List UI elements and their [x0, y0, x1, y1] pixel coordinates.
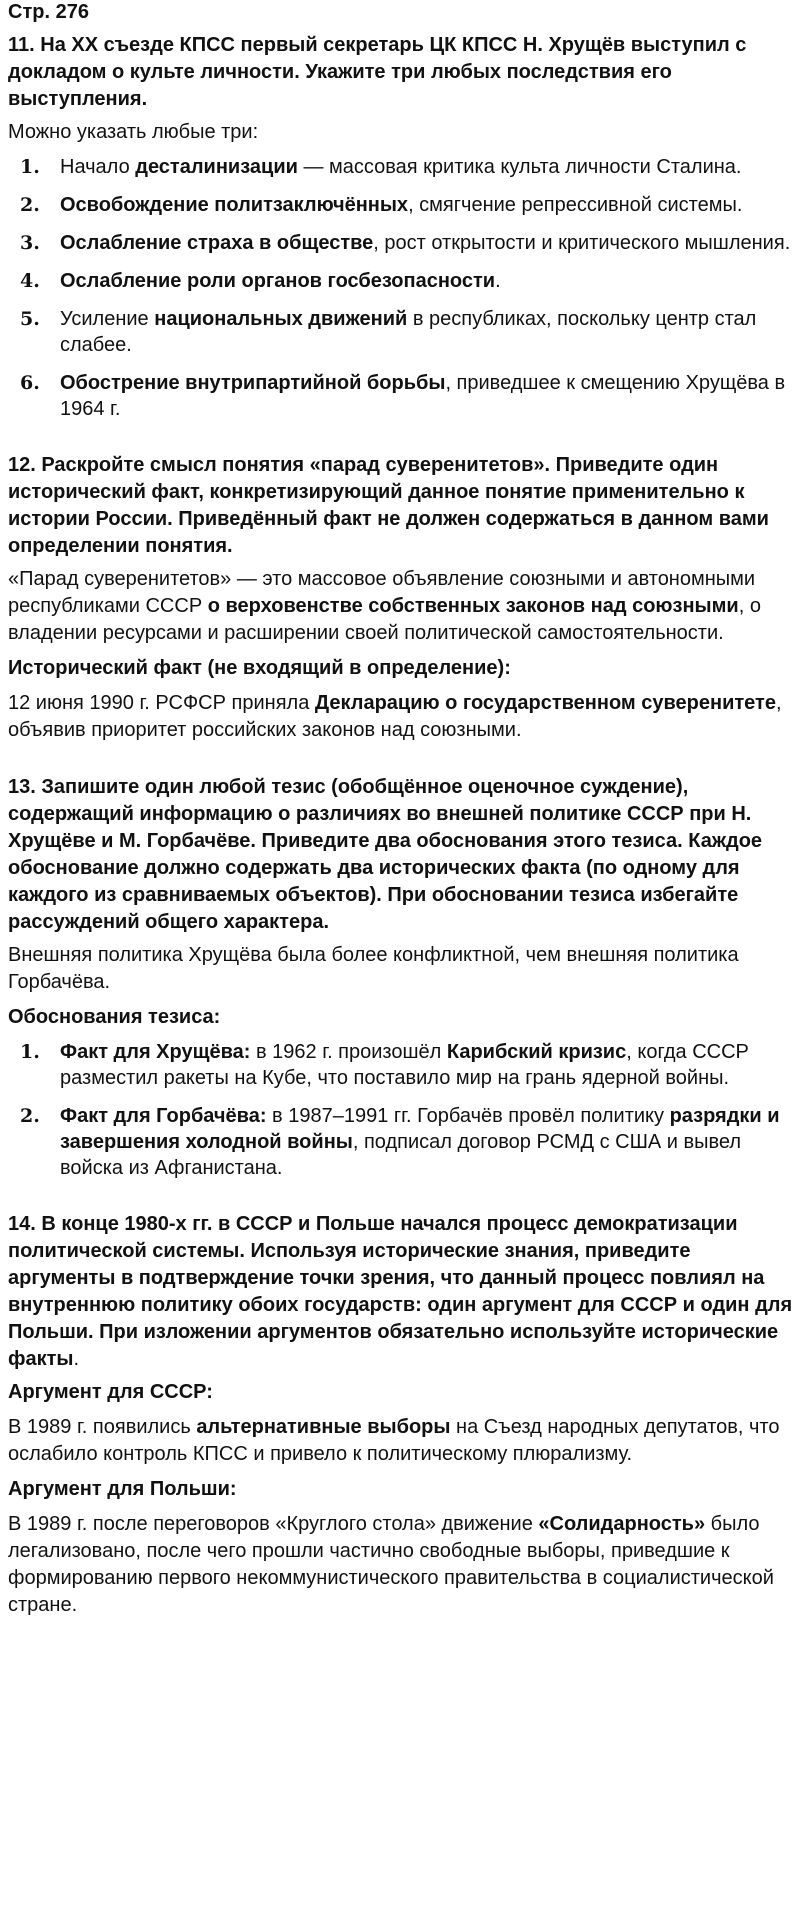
list-item: 1. Факт для Хрущёва: в 1962 г. произошёл Карибский кризис, когда СССР разместил ракеты на Кубе, что поставило мир на грань ядерной войны. — [20, 1041, 749, 1089]
question-11-section — [8, 32, 794, 422]
list-item: 6. Обострение внутрипартийной борьбы, приведшее к смещению Хрущёва в 1964 г. — [20, 372, 786, 420]
question-13-text: 13. Запишите один любой тезис (обобщённое оценочное суждение), содержащий информацию о различиях во внешней политике СССР при Н. Хрущёве и М. Горбачёве. Приведите два обоснования этого тезиса. Каждое обоснование должно содержать два исторических факта (по одному для каждого из сравниваемых объектов). При обосновании тезиса избегайте рассуждений общего характера. — [8, 776, 763, 933]
list-item: 2. Факт для Горбачёва: в 1987–1991 гг. Горбачёв провёл политику разрядки и завершения холодной войны, подписал договор РСМД с США и вывел войска из Афганистана. — [20, 1105, 780, 1179]
list-item: 5. Усиление национальных движений в республиках, поскольку центр стал слабее. — [20, 308, 757, 356]
list-item-number: 3. — [20, 232, 40, 254]
page-label: Стр. 276 — [8, 1, 89, 23]
list-item-number: 2. — [20, 1105, 40, 1127]
question-13-thesis: Внешняя политика Хрущёва была более конфликтной, чем внешняя политика Горбачёва. — [8, 944, 739, 993]
list-item: 2. Освобождение политзаключённых, смягчение репрессивной системы. — [20, 194, 743, 216]
question-13-section — [8, 774, 794, 1181]
question-14-section — [8, 1211, 794, 1619]
list-item: 3. Ослабление страха в обществе, рост открытости и критического мышления. — [20, 232, 791, 254]
question-13-grounds-heading: Обоснования тезиса: — [8, 1006, 221, 1028]
question-12-fact: 12 июня 1990 г. РСФСР приняла Декларацию о государственном суверенитете, объявив приоритет российских законов над союзными. — [8, 692, 782, 741]
question-12-fact-heading: Исторический факт (не входящий в определение): — [8, 657, 511, 679]
list-item-number: 5. — [20, 308, 40, 330]
question-12-text: 12. Раскройте смысл понятия «парад суверенитетов». Приведите один исторический факт, конкретизирующий данное понятие применительно к истории России. Приведённый факт не должен содержаться в данном вами определении понятия. — [8, 454, 769, 557]
question-14-arg2: В 1989 г. после переговоров «Круглого стола» движение «Солидарность» было легализовано, после чего прошли частично свободные выборы, приведшие к формированию первого некоммунистического правительства в социалистической стране. — [8, 1513, 774, 1616]
question-11-list — [8, 154, 794, 422]
question-12-section — [8, 452, 794, 744]
list-item-number: 6. — [20, 372, 40, 394]
question-11-intro: Можно указать любые три: — [8, 121, 259, 143]
list-item-number: 4. — [20, 270, 40, 292]
question-14-text: 14. В конце 1980-х гг. в СССР и Польше начался процесс демократизации политической системы. Используя исторические знания, приведите аргументы в подтверждение точки зрения, что данный процесс повлиял на внутреннюю политику обоих государств: один аргумент для СССР и один для Польши. При изложении аргументов обязательно используйте исторические факты. — [8, 1213, 793, 1370]
question-14-arg1: В 1989 г. появились альтернативные выборы на Съезд народных депутатов, что ослабило контроль КПСС и привело к политическому плюрализму. — [8, 1416, 780, 1465]
list-item-number: 1. — [20, 1041, 40, 1063]
question-14-arg2-heading: Аргумент для Польши: — [8, 1478, 237, 1500]
list-item-number: 2. — [20, 194, 40, 216]
list-item: 4. Ослабление роли органов госбезопасности. — [20, 270, 501, 292]
list-item: 1. Начало десталинизации — массовая критика культа личности Сталина. — [20, 156, 742, 178]
question-11-text: 11. На XX съезде КПСС первый секретарь ЦК КПСС Н. Хрущёв выступил с докладом о культе личности. Укажите три любых последствия его выступления. — [8, 34, 747, 110]
question-12-definition: «Парад суверенитетов» — это массовое объявление союзными и автономными республиками СССР о верховенстве собственных законов над союзными, о владении ресурсами и расширении своей политической самостоятельности. — [8, 568, 761, 644]
question-13-list — [8, 1039, 794, 1181]
list-item-number: 1. — [20, 156, 40, 178]
document-page — [8, 0, 794, 1649]
question-14-arg1-heading: Аргумент для СССР: — [8, 1381, 213, 1403]
